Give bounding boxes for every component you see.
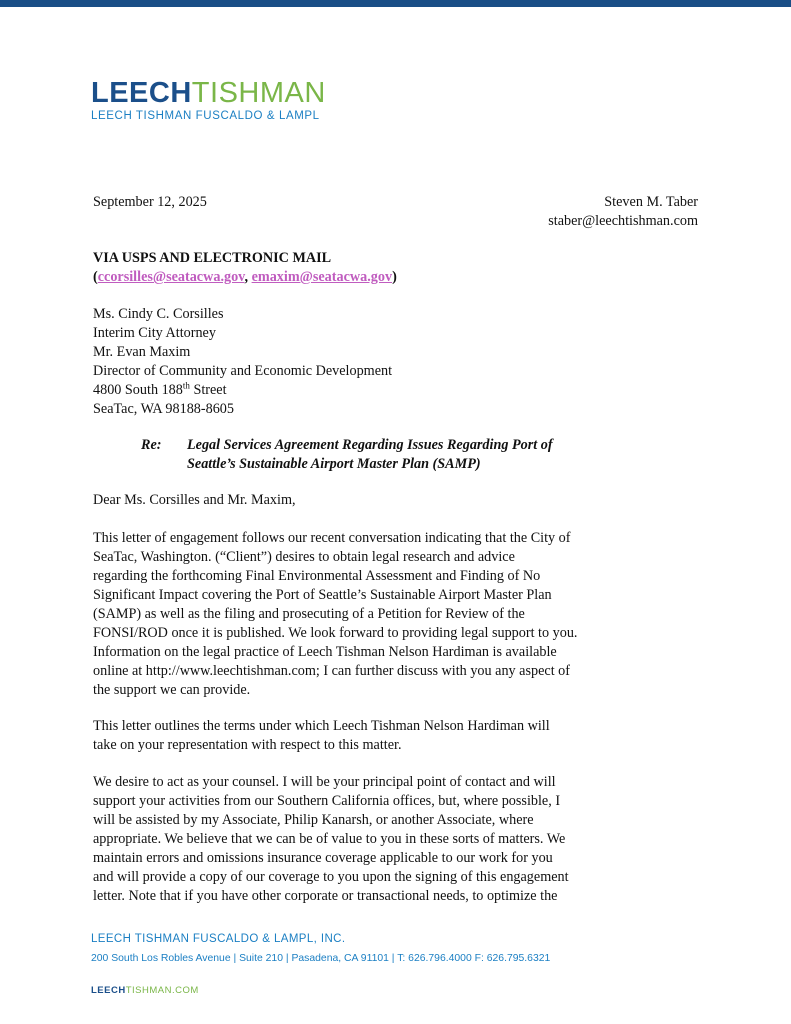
para3-line: will be assisted by my Associate, Philip Kanarsh, or another Associate, where — [93, 812, 534, 828]
para3-line: appropriate. We believe that we can be of value to you in these sorts of matters. We — [93, 831, 566, 847]
logo-part1: LEECH — [91, 77, 192, 109]
delivery-emails — [93, 268, 397, 287]
logo-wordmark — [91, 77, 326, 109]
para1-line: regarding the forthcoming Final Environmental Assessment and Finding of No — [93, 568, 541, 584]
para1-line: SeaTac, Washington. (“Client”) desires to obtain legal research and advice — [93, 549, 515, 565]
para1-line: This letter of engagement follows our recent conversation indicating that the City of — [93, 530, 571, 546]
email-link-corsilles[interactable]: ccorsilles@seatacwa.gov — [97, 269, 245, 285]
re-subject-line: Seattle’s Sustainable Airport Master Plan (SAMP) — [187, 456, 481, 472]
recipient-address — [93, 381, 227, 400]
para1-line: online at http://www.leechtishman.com; I can further discuss with you any aspect of — [93, 663, 570, 679]
firm-logo — [91, 77, 326, 122]
para2-line: take on your representation with respect to this matter. — [93, 737, 402, 753]
footer-firm-name: LEECH TISHMAN FUSCALDO & LAMPL, INC. — [91, 933, 346, 945]
footer-website[interactable] — [91, 985, 199, 996]
address-ordinal: th — [182, 380, 190, 391]
address-street-suffix: Street — [189, 382, 227, 398]
delivery-method: VIA USPS AND ELECTRONIC MAIL — [93, 250, 332, 266]
para1-line: (SAMP) as well as the filing and prosecuting of a Petition for Review of the — [93, 606, 525, 622]
footer-web-part1: LEECH — [91, 985, 126, 996]
para3-line: and will provide a copy of our coverage to you upon the signing of this engagement — [93, 869, 569, 885]
para3-line: letter. Note that if you have other corporate or transactional needs, to optimize the — [93, 888, 558, 904]
recipient-line: Mr. Evan Maxim — [93, 344, 191, 360]
recipient-line: Director of Community and Economic Development — [93, 363, 393, 379]
email-link-maxim[interactable]: emaxim@seatacwa.gov — [251, 269, 393, 285]
sender-email: staber@leechtishman.com — [548, 213, 698, 229]
para3-line: support your activities from our Southern California offices, but, where possible, I — [93, 793, 561, 809]
letter-date: September 12, 2025 — [93, 194, 207, 210]
para2-line: This letter outlines the terms under which Leech Tishman Nelson Hardiman will — [93, 718, 550, 734]
address-street-number: 4800 South 188 — [93, 382, 183, 398]
recipient-city: SeaTac, WA 98188-8605 — [93, 401, 234, 417]
para1-line: the support we can provide. — [93, 682, 251, 698]
para1-line: FONSI/ROD once it is published. We look forward to providing legal support to you. — [93, 625, 578, 641]
re-subject-line: Legal Services Agreement Regarding Issues Regarding Port of — [187, 437, 553, 453]
re-label: Re: — [141, 437, 162, 453]
para3-line: We desire to act as your counsel. I will be your principal point of contact and will — [93, 774, 556, 790]
paren-close: ) — [392, 269, 397, 285]
logo-subtitle: LEECH TISHMAN FUSCALDO & LAMPL — [91, 110, 320, 122]
email-separator: , — [244, 269, 252, 285]
logo-part2: TISHMAN — [191, 77, 326, 109]
footer-address: 200 South Los Robles Avenue | Suite 210 | Pasadena, CA 91101 | T: 626.796.4000 F: 626.795.6321 — [91, 953, 551, 964]
paren-open: ( — [93, 269, 98, 285]
sender-name: Steven M. Taber — [604, 194, 698, 210]
para1-line: Significant Impact covering the Port of Seattle’s Sustainable Airport Master Plan — [93, 587, 552, 603]
recipient-line: Ms. Cindy C. Corsilles — [93, 306, 224, 322]
para3-line: maintain errors and omissions insurance coverage applicable to our work for you — [93, 850, 553, 866]
footer-web-part2: TISHMAN.COM — [125, 985, 199, 996]
para1-line: Information on the legal practice of Leech Tishman Nelson Hardiman is available — [93, 644, 557, 660]
recipient-line: Interim City Attorney — [93, 325, 216, 341]
top-accent-bar — [0, 0, 791, 7]
salutation: Dear Ms. Corsilles and Mr. Maxim, — [93, 492, 296, 508]
